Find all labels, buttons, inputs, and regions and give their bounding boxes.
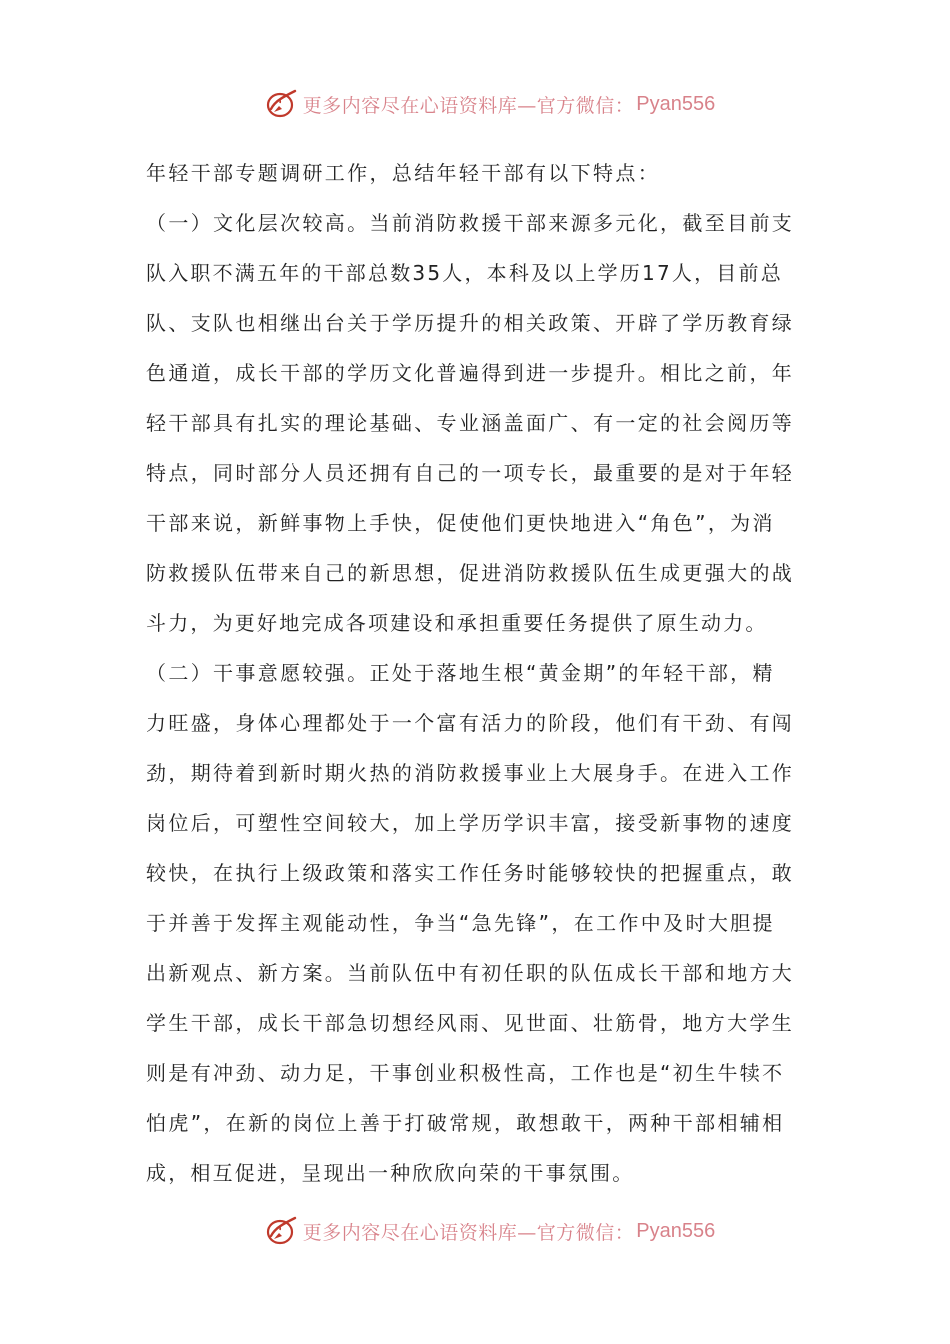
document-body [146,148,806,1198]
body-line: 劲，期待着到新时期火热的消防救援事业上大展身手。在进入工作 [146,761,795,785]
body-line: 斗力，为更好地完成各项建设和承担重要任务提供了原生动力。 [146,611,768,635]
body-line: （一）文化层次较高。当前消防救援干部来源多元化，截至目前支 [146,211,795,235]
footer-watermark [0,1211,950,1251]
watermark-wechat-id: Pyan556 [636,1219,716,1242]
body-line: 岗位后，可塑性空间较大，加上学历学识丰富，接受新事物的速度 [146,811,795,835]
body-line: 特点，同时部分人员还拥有自己的一项专长，最重要的是对于年轻 [146,461,795,485]
body-line: 怕虎”，在新的岗位上善于打破常规，敢想敢干，两种干部相辅相 [146,1111,785,1135]
body-line: 轻干部具有扎实的理论基础、专业涵盖面广、有一定的社会阅历等 [146,411,795,435]
body-line: 年轻干部专题调研工作，总结年轻干部有以下特点： [146,161,661,185]
pen-logo-icon [265,1214,299,1248]
watermark-text: 更多内容尽在心语资料库—官方微信： [302,94,635,117]
body-line: 力旺盛，身体心理都处于一个富有活力的阶段，他们有干劲、有闯 [146,711,795,735]
body-line: 队入职不满五年的干部总数35人，本科及以上学历17人，目前总 [146,261,783,285]
pen-logo-icon [265,87,299,121]
body-line: （二）干事意愿较强。正处于落地生根“黄金期”的年轻干部，精 [146,661,775,685]
body-line: 色通道，成长干部的学历文化普遍得到进一步提升。相比之前，年 [146,361,795,385]
body-line: 队、支队也相继出台关于学历提升的相关政策、开辟了学历教育绿 [146,311,795,335]
body-line: 成，相互促进，呈现出一种欣欣向荣的干事氛围。 [146,1161,635,1185]
watermark-text: 更多内容尽在心语资料库—官方微信： [302,1221,635,1244]
body-line: 较快，在执行上级政策和落实工作任务时能够较快的把握重点，敢 [146,861,795,885]
body-line: 于并善于发挥主观能动性，争当“急先锋”，在工作中及时大胆提 [146,911,775,935]
body-line: 干部来说，新鲜事物上手快，促使他们更快地进入“角色”，为消 [146,511,775,535]
body-line: 学生干部，成长干部急切想经风雨、见世面、壮筋骨，地方大学生 [146,1011,795,1035]
watermark-wechat-id: Pyan556 [636,92,716,115]
body-line: 出新观点、新方案。当前队伍中有初任职的队伍成长干部和地方大 [146,961,795,985]
body-line: 则是有冲劲、动力足，干事创业积极性高，工作也是“初生牛犊不 [146,1061,785,1085]
header-watermark [0,84,950,124]
body-line: 防救援队伍带来自己的新思想，促进消防救援队伍生成更强大的战 [146,561,795,585]
